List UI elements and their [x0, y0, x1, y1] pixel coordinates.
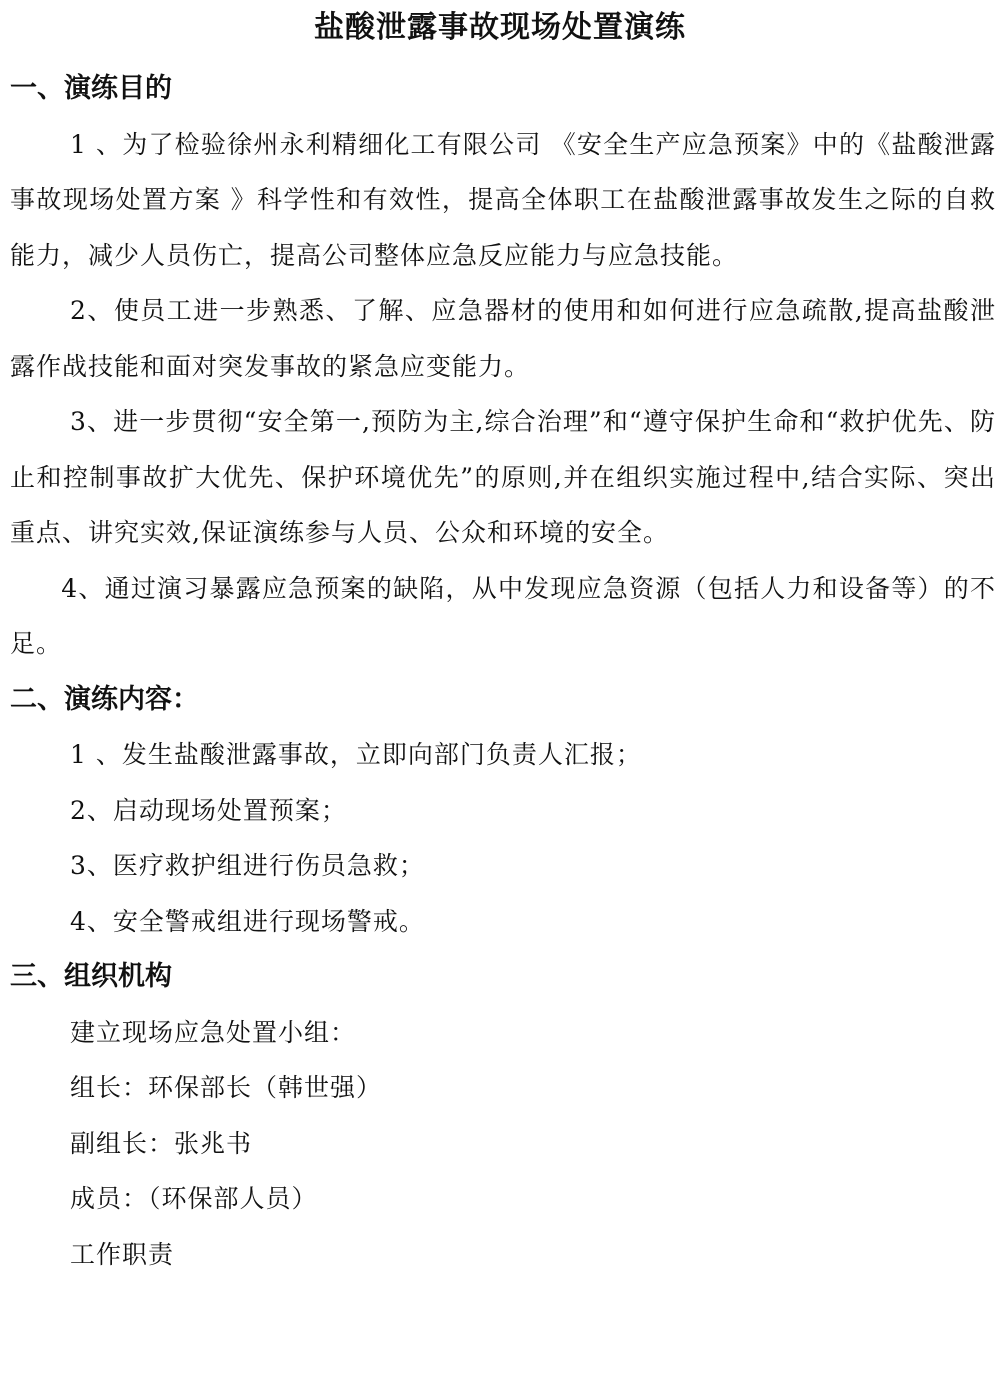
content-item-4: 4、安全警戒组进行现场警戒。 — [70, 906, 425, 936]
content-item-3: 3、医疗救护组进行伤员急救； — [70, 851, 425, 880]
section-heading-content: 二、演练内容： — [10, 683, 199, 715]
purpose-paragraph-2: 2、使员工进一步熟悉、了解、应急器材的使用和如何进行应急疏散,提高盐酸泄露作战技能和面对突发事故的紧急应变能力。 — [10, 296, 996, 381]
content-item-1: 1 、发生盐酸泄露事故，立即向部门负责人汇报； — [70, 740, 642, 769]
purpose-paragraph-1: 1 、为了检验徐州永利精细化工有限公司 《安全生产应急预案》中的《盐酸泄露事故现场处置方案 》科学性和有效性，提高全体职工在盐酸泄露事故发生之际的自救能力，减少人员伤亡，提高公司整体应急反应能力与应急技能。 — [10, 129, 996, 270]
organization-item-4: 成员：（环保部人员） — [70, 1184, 318, 1213]
purpose-paragraph-4: 4、通过演习暴露应急预案的缺陷，从中发现应急资源（包括人力和设备等）的不足。 — [10, 573, 996, 658]
document-body — [10, 61, 996, 1282]
purpose-paragraph-3: 3、进一步贯彻“安全第一,预防为主,综合治理”和“遵守保护生命和“救护优先、防止和控制事故扩大优先、保护环境优先”的原则,并在组织实施过程中,结合实际、突出重点、讲究实效,保证演练参与人员、公众和环境的安全。 — [10, 407, 996, 547]
document-title: 盐酸泄露事故现场处置演练 — [314, 10, 686, 45]
organization-item-2: 组长：环保部长（韩世强） — [70, 1073, 383, 1102]
content-item-2: 2、启动现场处置预案； — [70, 795, 347, 825]
section-organization — [10, 949, 996, 1282]
section-purpose — [10, 61, 996, 672]
section-content — [10, 672, 996, 950]
section-heading-purpose: 一、演练目的 — [10, 73, 172, 104]
organization-item-1: 建立现场应急处置小组： — [70, 1017, 357, 1047]
organization-item-3: 副组长：张兆书 — [70, 1128, 253, 1158]
section-heading-organization: 三、组织机构 — [10, 961, 172, 992]
organization-item-5: 工作职责 — [70, 1239, 175, 1269]
